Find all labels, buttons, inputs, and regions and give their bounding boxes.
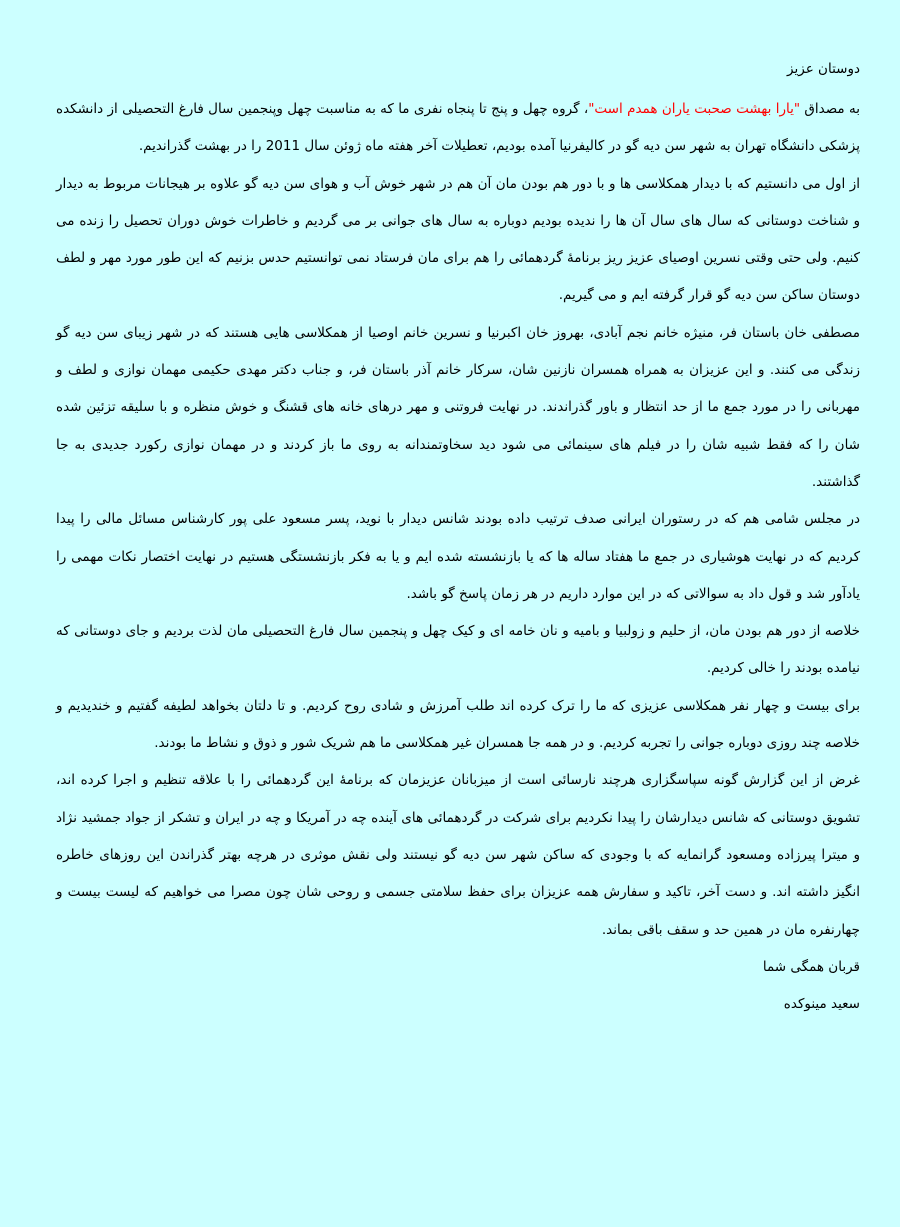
intro-quote: "یارا بهشت صحبت یاران همدم است" bbox=[588, 101, 801, 117]
paragraph-memorial: برای بیست و چهار نفر همکلاسی عزیزی که ما را ترک کرده اند طلب آمرزش و شادی روح کردیم. و تا دلتان بخواهد لطیفه گفتیم و خندیدیم و خلاصه چند روزی دوباره جوانی را تجربه کردیم. و در همه جا همسران غیر همکلاسی ما هم شریک شور و ذوق و نشاط ما بودند. bbox=[56, 697, 860, 752]
intro-rest: ، گروه چهل و پنج تا پنجاه نفری ما که به مناسبت چهل وپنجمین سال فارغ التحصیلی از دانشکده پزشکی دانشگاه تهران به شهر سن دیه گو در کالیفرنیا آمده بودیم، تعطیلات آخر هفته ماه ژوئن سال 2011 را در بهشت گذراندیم. bbox=[56, 101, 860, 155]
paragraph-dinner: در مجلس شامی هم که در رستوران ایرانی صدف ترتیب داده بودند شانس دیدار با نوید، پسر مسعود علی پور کارشناس مسائل مالی را پیدا کردیم که در نهایت هوشیاری در جمع ما هفتاد ساله ها که یا بازنشسته شده ایم و یا به فکر بازنشستگی هستیم در نهایت اختصار نکات مهمی را یادآور شد و قول داد به سوالاتی که در این موارد داریم در هر زمان پاسخ گو باشد. bbox=[56, 511, 860, 602]
paragraph-gratitude: غرض از این گزارش گونه سپاسگزاری هرچند نارسائی است از میزبانان عزیزمان که برنامهٔ این گردهمائی را با علاقه تنظیم و اجرا کرده اند، تشویق دوستانی که شانس دیدارشان را پیدا نکردیم برای شرکت در گردهمائی های آینده چه در آمریکا و چه در ایران و تشکر از جواد جمشید نژاد و میترا پیرزاده ومسعود گرانمایه که با وجودی که ساکن شهر سن دیه گو نیستند ولی نقش موثری در هرچه بهتر گذراندن این روزهای خاطره انگیز داشته اند. و دست آخر، تاکید و سفارش همه عزیزان برای حفظ سلامتی جسمی و روحی شان چون مصرا می خواهیم که لیست بیست و چهارنفره مان در همین حد و سقف باقی بماند. bbox=[56, 772, 860, 938]
intro-prefix: به مصداق bbox=[800, 101, 861, 117]
greeting: دوستان عزیز bbox=[787, 61, 860, 77]
signature: سعید مینوکده bbox=[783, 995, 860, 1012]
intro-paragraph bbox=[56, 91, 860, 166]
paragraph-summary: خلاصه از دور هم بودن مان، از حلیم و زولبیا و بامیه و نان خامه ای و کیک چهل و پنجمین سال فارغ التحصیلی مان لذت بردیم و جای دوستانی که نیامده بودند را خالی کردیم. bbox=[56, 623, 860, 677]
paragraph-hosts: مصطفی خان باستان فر، منیژه خانم نجم آبادی، بهروز خان اکبرنیا و نسرین خانم اوصیا از همکلاسی هایی هستند که در شهر زیبای سن دیه گو زندگی می کنند. و این عزیزان به همراه همسران نازنین شان، سرکار خانم آذر باستان فر، و جناب دکتر مهدی حکیمی مهمان نوازی و لطف و مهربانی را در مورد جمع ما از حد انتظار و باور گذراندند. در نهایت فروتنی و مهر درهای خانه های قشنگ و خوش منظره و با سلیقه تزئین شده شان را که فقط شبیه شان را در فیلم های سینمائی می شود دید سخاوتمندانه به روی ما باز کردند و در مهمان نوازی رکورد جدیدی به جا گذاشتند. bbox=[56, 324, 860, 490]
closing-line: قربان همگی شما bbox=[762, 958, 860, 975]
paragraph-expectations: از اول می دانستیم که با دیدار همکلاسی ها و با دور هم بودن مان آن هم در شهر خوش آب و هوای سن دیه گو علاوه بر هیجانات مربوط به دیدار و شناخت دوستانی که سال های سال آن ها را ندیده بودیم دوباره به سال های جوانی بر می گردیم و خاطرات خوش دوران تحصیل را زنده می کنیم. ولی حتی وقتی نسرین اوصیای عزیز ریز برنامهٔ گردهمائی را هم برای مان فرستاد نمی توانستیم حدس بزنیم که این طور مورد مهر و لطف دوستان ساکن سن دیه گو قرار گرفته ایم و می گیریم. bbox=[56, 175, 860, 304]
